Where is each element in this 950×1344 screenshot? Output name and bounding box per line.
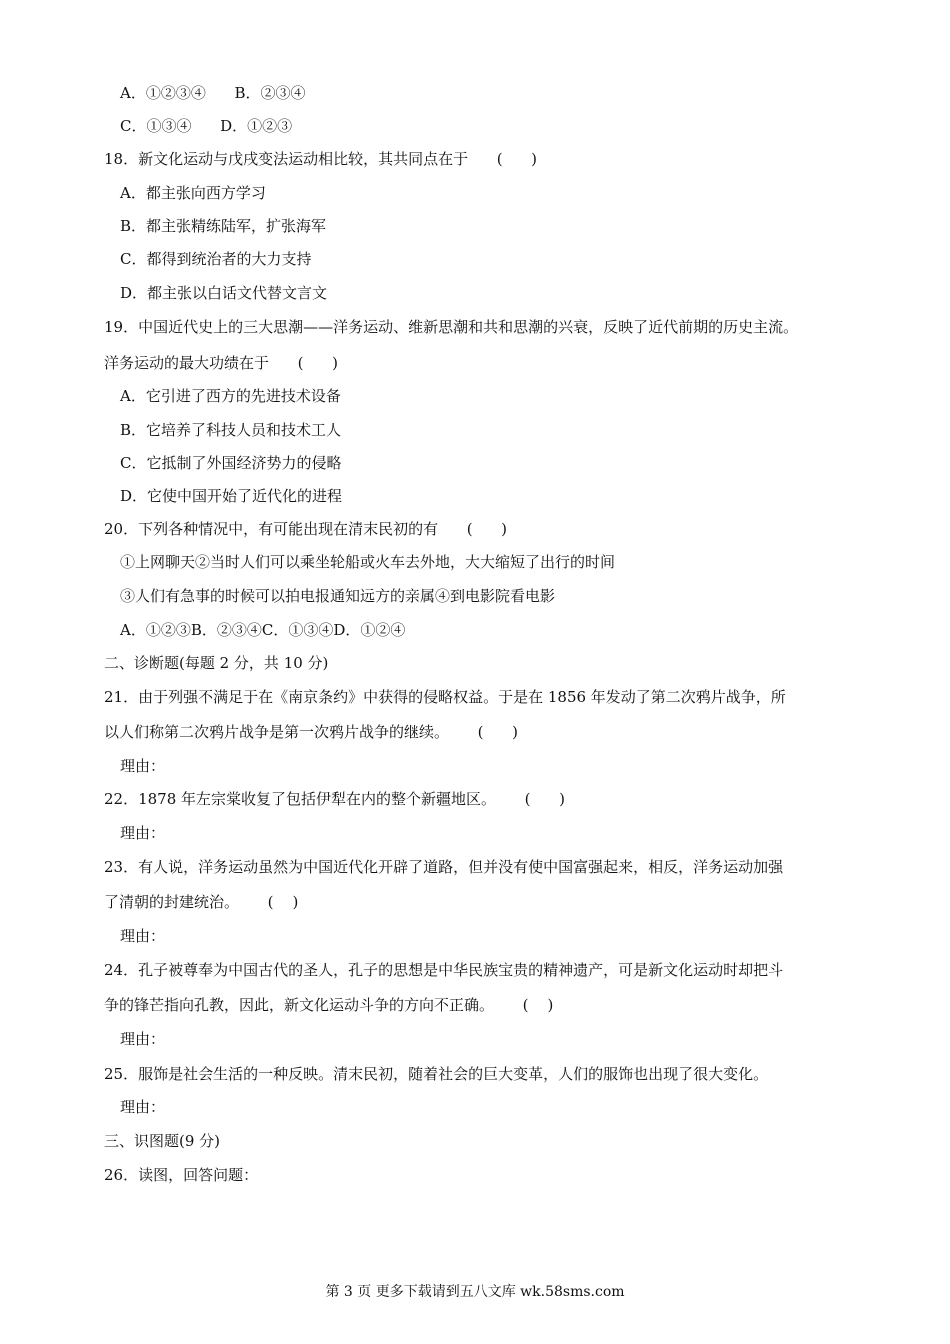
q23-stem-line2: 了清朝的封建统治。 ( ) xyxy=(104,893,299,911)
q17-options-cd: C．①③④ D．①②③ xyxy=(120,117,293,135)
q23-reason-label: 理由： xyxy=(120,927,166,945)
q22-reason-label: 理由： xyxy=(120,824,166,842)
q24-stem-line2: 争的锋芒指向孔教，因此，新文化运动斗争的方向不正确。 ( ) xyxy=(104,996,554,1014)
q19-option-a: A．它引进了西方的先进技术设备 xyxy=(120,387,341,405)
q21-stem-line1: 21．由于列强不满足于在《南京条约》中获得的侵略权益。于是在 1856 年发动了第二次鸦片战争，所 xyxy=(104,688,786,706)
q17-options-ab: A．①②③④ B．②③④ xyxy=(120,84,306,102)
section-3-heading: 三、识图题(9 分) xyxy=(104,1132,221,1150)
q26-stem: 26．读图，回答问题： xyxy=(104,1166,259,1184)
q19-option-d: D．它使中国开始了近代化的进程 xyxy=(120,487,343,505)
q18-option-c: C．都得到统治者的大力支持 xyxy=(120,250,312,268)
q18-stem: 18．新文化运动与戊戌变法运动相比较，其共同点在于 ( ) xyxy=(104,150,538,168)
q21-stem-line2: 以人们称第二次鸦片战争是第一次鸦片战争的继续。 ( ) xyxy=(104,723,518,741)
q23-stem-line1: 23．有人说，洋务运动虽然为中国近代化开辟了道路，但并没有使中国富强起来，相反，洋务运动加强 xyxy=(104,858,784,876)
q24-reason-label: 理由： xyxy=(120,1030,166,1048)
q19-stem-line2: 洋务运动的最大功绩在于 ( ) xyxy=(104,354,338,372)
q19-option-b: B．它培养了科技人员和技术工人 xyxy=(120,421,342,439)
q25-reason-label: 理由： xyxy=(120,1098,166,1116)
q22-stem: 22．1878 年左宗棠收复了包括伊犁在内的整个新疆地区。 ( ) xyxy=(104,790,565,808)
q18-option-a: A．都主张向西方学习 xyxy=(120,184,266,202)
q20-items-1-2: ①上网聊天②当时人们可以乘坐轮船或火车去外地，大大缩短了出行的时间 xyxy=(120,553,616,571)
q20-options: A．①②③B．②③④C．①③④D．①②④ xyxy=(120,621,406,639)
q21-reason-label: 理由： xyxy=(120,757,166,775)
q24-stem-line1: 24．孔子被尊奉为中国古代的圣人，孔子的思想是中华民族宝贵的精神遗产，可是新文化运动时却把斗 xyxy=(104,961,784,979)
q20-stem: 20．下列各种情况中，有可能出现在清末民初的有 ( ) xyxy=(104,520,508,538)
q20-items-3-4: ③人们有急事的时候可以拍电报通知远方的亲属④到电影院看电影 xyxy=(120,587,556,605)
section-2-heading: 二、诊断题(每题 2 分，共 10 分) xyxy=(104,654,329,672)
q19-option-c: C．它抵制了外国经济势力的侵略 xyxy=(120,454,342,472)
q18-option-b: B．都主张精练陆军，扩张海军 xyxy=(120,217,327,235)
page-footer: 第 3 页 更多下载请到五八文库 wk.58sms.com xyxy=(325,1284,625,1300)
q25-stem: 25．服饰是社会生活的一种反映。清末民初，随着社会的巨大变革，人们的服饰也出现了很大变化。 xyxy=(104,1065,769,1083)
q18-option-d: D．都主张以白话文代替文言文 xyxy=(120,284,328,302)
q19-stem-line1: 19．中国近代史上的三大思潮——洋务运动、维新思潮和共和思潮的兴衰，反映了近代前期的历史主流。 xyxy=(104,318,799,336)
